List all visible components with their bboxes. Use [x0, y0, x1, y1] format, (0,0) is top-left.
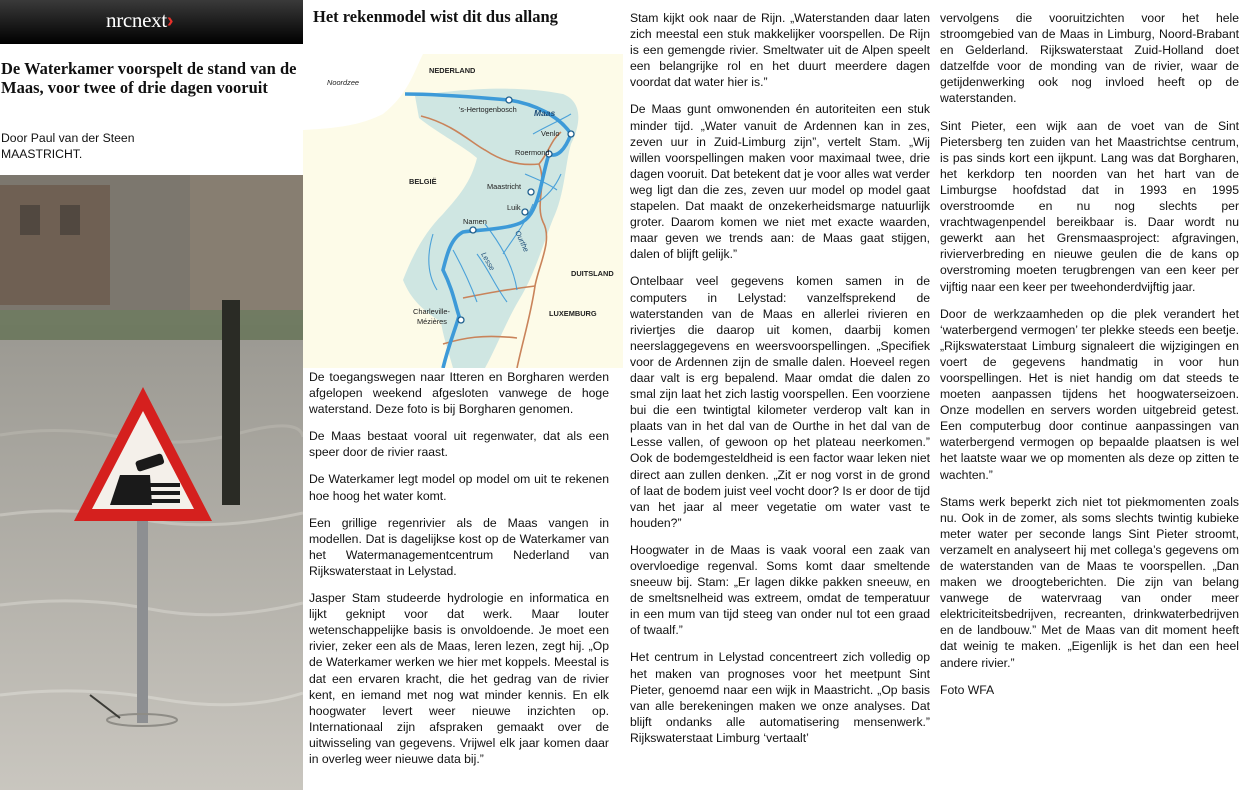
label-luxemburg: LUXEMBURG: [549, 309, 597, 318]
label-nederland: NEDERLAND: [429, 66, 476, 75]
label-duitsland: DUITSLAND: [571, 269, 614, 278]
label-hertogenbosch: 's-Hertogenbosch: [459, 105, 517, 114]
label-belgie: BELGIË: [409, 177, 437, 186]
logo-chevron: ›: [166, 10, 174, 32]
sea-area: [303, 54, 423, 130]
label-roermond: Roermond: [515, 148, 550, 157]
article-column-2: [309, 369, 609, 778]
paragraph: Door de werkzaamheden op die plek verandert het ‘waterbergend vermogen’ ter plekke steeds een beetje. „Rijkswaterstaat Limburg signaleert die wijzigingen en voert de gegevens handmatig in voor hun voorspellingen. Het is niet handig om dat steeds te moeten aanpassen tijdens het hoogwaterseizoen. Onze modellen en servers worden uitgebreid getest. Een computerbug door continue aanpassingen van waterbergend vermogen op bepaalde plaatsen is wel het laatste waar we op momenten als deze op zitten te wachten.”: [940, 306, 1239, 482]
byline-block: [1, 130, 134, 162]
paragraph: Stams werk beperkt zich niet tot piekmomenten zoals nu. Ook in de zomer, als soms slechts twintig kubieke meter water per seconde langs Sint Pieter stroomt, verzamelt en analyseert hij met collega’s gegevens om de waterstanden van de Maas te voorspellen. „Dan maken we droogteberichten. Die zijn van belang vanwege de watervraag van onder meer elektriciteitsbedrijven, recreanten, drinkwaterbedrijven en de landbouw.” Met de Maas van dit moment heeft dat weinig te maken. „Eigenlijk is het dan een heel andere rivier.”: [940, 494, 1239, 670]
masthead: [0, 0, 303, 44]
photo-caption: De toegangswegen naar Itteren en Borgharen werden afgelopen weekend afgesloten vanwege de hoge waterstand. Deze foto is bij Borgharen genomen.: [309, 370, 609, 417]
paragraph: Hoogwater in de Maas is vaak vooral een zaak van overvloedige regenval. Soms komt daar smeltende sneeuw bij. Stam: „Er lagen dikke pakken sneeuw, en de smeltsnelheid was extreem, omdat de temperatuur in een mum van tijd steeg van onder nul tot een graad of twaalf.”: [630, 542, 930, 638]
label-luik: Luik: [507, 203, 521, 212]
label-lesse: Lesse: [479, 250, 497, 273]
paragraph: Jasper Stam studeerde hydrologie en informatica en lijkt geknipt voor dat werk. Maar louter wetenschappelijke basis is onvoldoende. Je moet een rivier, zeker een als de Maas, leren lezen, zegt hij. „Op de Waterkamer werken we hier met koppels. Meestal is dat een ervaren kracht, die het gedrag van de rivier kent, en iemand met nog wat minder kennis. En elk hoogwater levert weer nieuwe inzichten op. Internationaal zijn afspraken gemaakt over de uitwisseling van gegevens. Vrijwel elk jaar komen daar in overleg weer nieuwe data bij.”: [309, 591, 609, 766]
maas-basin-map: [303, 54, 623, 368]
dateline: MAASTRICHT.: [1, 147, 83, 161]
label-venlo: Venlo: [541, 129, 560, 138]
paragraph: vervolgens die vooruitzichten voor het hele stroomgebied van de Maas in Limburg, Noord-Brabant en Gelderland. Rijkswaterstaat Zuid-Holland doet datzelfde voor de monding van de rivier, waar de getijdenwerking ook nog invloed heeft op de waterstanden.: [940, 11, 1239, 106]
logo-nrc: nrc: [106, 8, 132, 32]
paragraph: Het centrum in Lelystad concentreert zich volledig op het maken van prognoses voor het meetpunt Sint Pieter, genoemd naar een wijk in Maastricht. „Op basis van alle berekeningen maken we onze analyses. Dat blijft ondanks alle automatisering mensenwerk.” Rijkswaterstaat Limburg ‘vertaalt’: [630, 650, 930, 745]
label-ourthe: Ourthe: [513, 229, 531, 254]
article-column-4: [940, 10, 1239, 709]
label-charleville-2: Mézières: [417, 317, 447, 326]
flood-photo: [0, 175, 303, 790]
label-charleville-1: Charleville-: [413, 307, 450, 316]
article-column-3: [630, 10, 930, 757]
paragraph: Stam kijkt ook naar de Rijn. „Waterstanden daar laten zich meestal een stuk makkelijker voorspellen. De Rijn is een gemengde rivier. Smeltwater uit de Alpen speelt een belangrijke rol en het duurt meerdere dagen voordat dat water hier is.”: [630, 11, 930, 90]
paragraph: Sint Pieter, een wijk aan de voet van de Sint Pietersberg ten zuiden van het Maastrichtse centrum, is pas sinds kort een ijkpunt. Lang was dat Borgharen, het kerkdorp ten noorden van het hart van de Limburgse hoofdstad dat in 1993 en 1995 overstroomde en nu nog slechts per vrachtwagenpendel bereikbaar is. Daar wordt nu gewerkt aan het Grensmaasproject: afgravingen, rivierverbreding en nieuwe geulen die de kans op overstroming moeten terugbrengen van een keer per vijftig naar een keer per tweehonderdvijftig jaar.: [940, 118, 1239, 294]
article-headline: De Waterkamer voorspelt de stand van de Maas, voor twee of drie dagen vooruit: [1, 59, 297, 97]
byline: Door Paul van der Steen: [1, 131, 135, 145]
label-maastricht: Maastricht: [487, 182, 522, 191]
paragraph: Ontelbaar veel gegevens komen samen in de computers in Lelystad: vanzelfsprekend de waterstanden van de Maas en allerlei rivieren en riviertjes die daarop uit komen, daarbij komen neerslaggegevens en weersvoorspellingen. „Specifiek voor de Ardennen zijn de smalle dalen. Hoeveel regen daar valt is erg bepalend. Maar omdat die dalen zo smal zijn laat het zich lastig voorspellen. Een voorziene bui die een twintigtal kilometer verderop valt kan in plaats van in het dal van de Ourthe in het dal van de Lesse vallen, of gewoon op het plateau neerkomen.” Ook de bodemgesteldheid is een factor waar leken niet direct aan zullen denken. „Zit er nog vorst in de grond of laat de bodem juist veel vocht door? Is er door de tijd van het jaar al meer vegetatie om water vast te houden?”: [630, 274, 930, 530]
flood-photo-illustration: [0, 175, 303, 790]
label-maas: Maas: [534, 108, 556, 118]
paragraph: De Maas gunt omwonenden én autoriteiten een stuk minder tijd. „Water vanuit de Ardennen kan in zes, zeven uur in Zuid-Limburg zijn”, vertelt Stam. „Wij willen voorspellingen maken voor maximaal twee, drie dagen vooruit. Dat betekent dat je voor alles wat verder weg ligt dan die zes, zeven uur model op model gaat stapelen. Dat maakt de onzekerheidsmarge natuurlijk groter. Daarom komen we niet met exacte waarden, maar geven we trends aan: de Maas gaat stijgen, dalen of blijft gelijk.”: [630, 102, 930, 262]
bollard-post: [222, 300, 240, 505]
logo-next: next: [131, 8, 167, 32]
background-hedge: [0, 310, 303, 345]
sign-pole: [137, 515, 148, 723]
paragraph: De Waterkamer legt model op model om uit te rekenen hoe hoog het water komt.: [309, 472, 609, 503]
label-namen: Namen: [463, 217, 487, 226]
maas-map-svg: [303, 54, 623, 368]
sidebar-title: Het rekenmodel wist dit dus allang: [313, 7, 558, 26]
nrcnext-logo: [106, 8, 173, 33]
paragraph: Een grillige regenrivier als de Maas vangen in modellen. Dat is dagelijkse kost op de Waterkamer van het Watermanagementcentrum Nederland van Rijkswaterstaat in Lelystad.: [309, 515, 609, 578]
paragraph: De Maas bestaat vooral uit regenwater, dat als een speer door de rivier raast.: [309, 429, 609, 460]
photo-credit: Foto WFA: [940, 682, 995, 697]
label-noordzee: Noordzee: [327, 78, 360, 87]
